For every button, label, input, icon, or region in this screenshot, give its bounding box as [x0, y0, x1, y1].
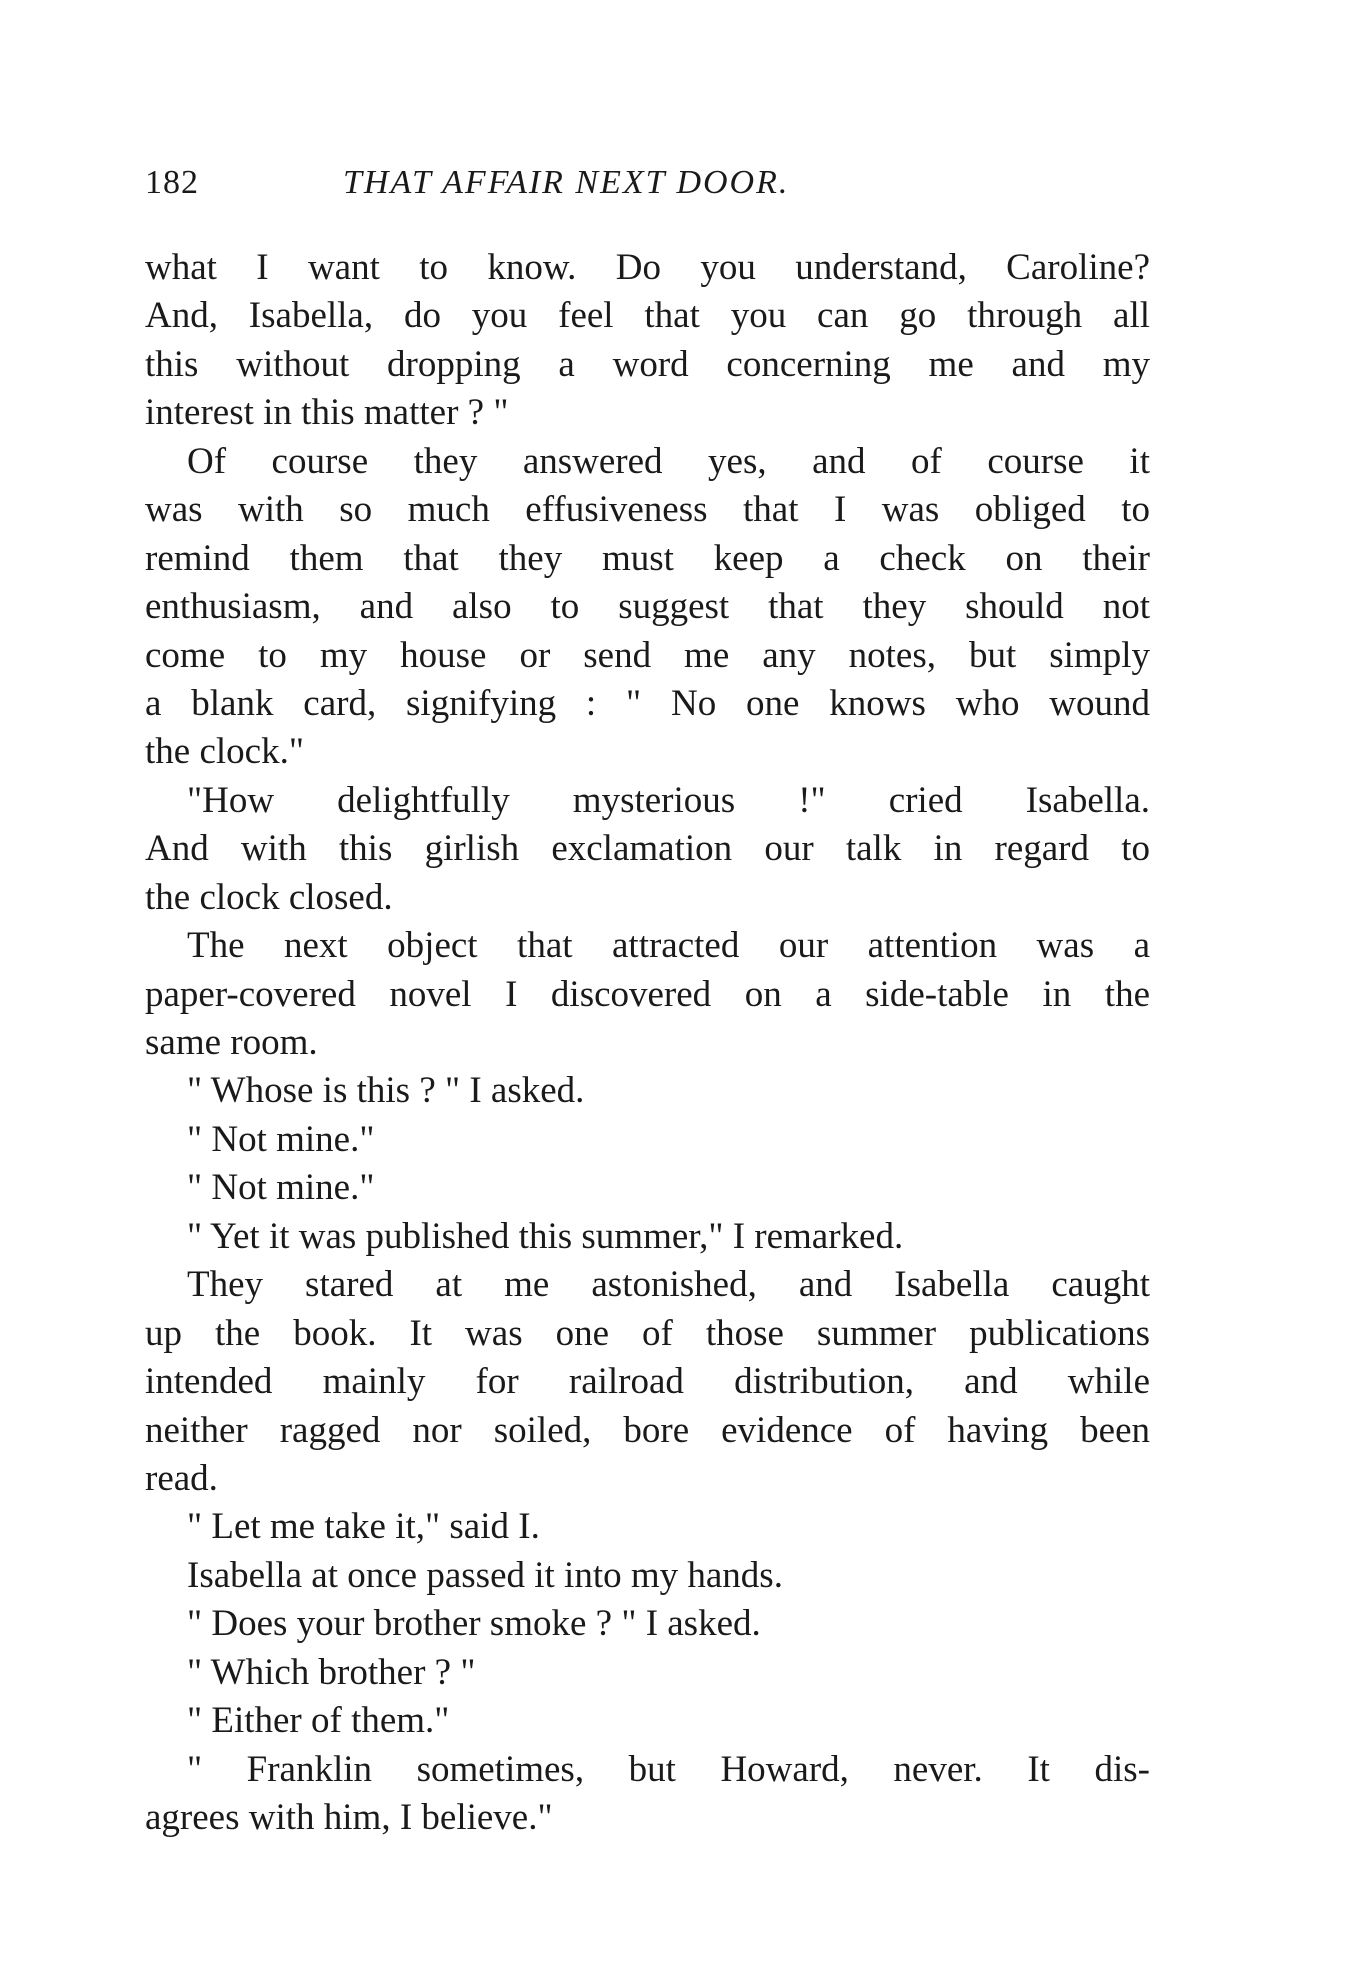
text-line: up the book. It was one of those summer publications	[145, 1312, 1150, 1354]
text-line: " Let me take it," said I.	[187, 1506, 540, 1548]
text-line: enthusiasm, and also to suggest that they should not	[145, 586, 1150, 628]
text-line: " Either of them."	[187, 1700, 450, 1742]
text-line: this without dropping a word concerning me and my	[145, 343, 1150, 385]
text-line: " Not mine."	[187, 1118, 375, 1160]
text-line: agrees with him, I believe."	[145, 1797, 553, 1838]
text-line: And, Isabella, do you feel that you can go through all	[145, 295, 1150, 337]
text-line: " Yet it was published this summer," I remarked.	[187, 1215, 904, 1257]
text-line: the clock."	[145, 731, 304, 773]
page-number: 182	[145, 164, 199, 201]
text-line: " Not mine."	[187, 1167, 375, 1209]
text-line: Isabella at once passed it into my hands.	[187, 1554, 783, 1596]
text-line: come to my house or send me any notes, but simply	[145, 634, 1150, 676]
text-line: " Whose is this ? " I asked.	[187, 1070, 585, 1112]
text-line: was with so much effusiveness that I was obliged to	[145, 489, 1150, 531]
text-line: read.	[145, 1457, 218, 1499]
text-line: the clock closed.	[145, 876, 393, 918]
text-line: The next object that attracted our attention was a	[187, 925, 1150, 967]
text-line: Of course they answered yes, and of course it	[187, 440, 1150, 482]
text-line: what I want to know. Do you understand, Caroline?	[145, 247, 1150, 288]
text-line: " Which brother ? "	[187, 1651, 476, 1693]
text-line: And with this girlish exclamation our talk in regard to	[145, 828, 1150, 870]
running-head	[145, 158, 1145, 208]
text-line: "How delightfully mysterious !" cried Isabella.	[187, 779, 1150, 821]
text-line: paper-covered novel I discovered on a side-table in the	[145, 973, 1150, 1015]
text-line: intended mainly for railroad distribution, and while	[145, 1361, 1150, 1403]
text-line: a blank card, signifying : " No one knows who wound	[145, 682, 1150, 724]
text-line: remind them that they must keep a check on their	[145, 537, 1150, 579]
text-line: " Does your brother smoke ? " I asked.	[187, 1603, 761, 1645]
text-line: " Franklin sometimes, but Howard, never. It dis-	[187, 1748, 1150, 1790]
body-text	[145, 244, 1150, 1842]
text-line: same room.	[145, 1022, 318, 1063]
running-title: THAT AFFAIR NEXT DOOR.	[343, 164, 790, 201]
text-line: interest in this matter ? "	[145, 392, 509, 434]
text-line: They stared at me astonished, and Isabella caught	[187, 1264, 1150, 1306]
text-line: neither ragged nor soiled, bore evidence of having been	[145, 1409, 1150, 1451]
